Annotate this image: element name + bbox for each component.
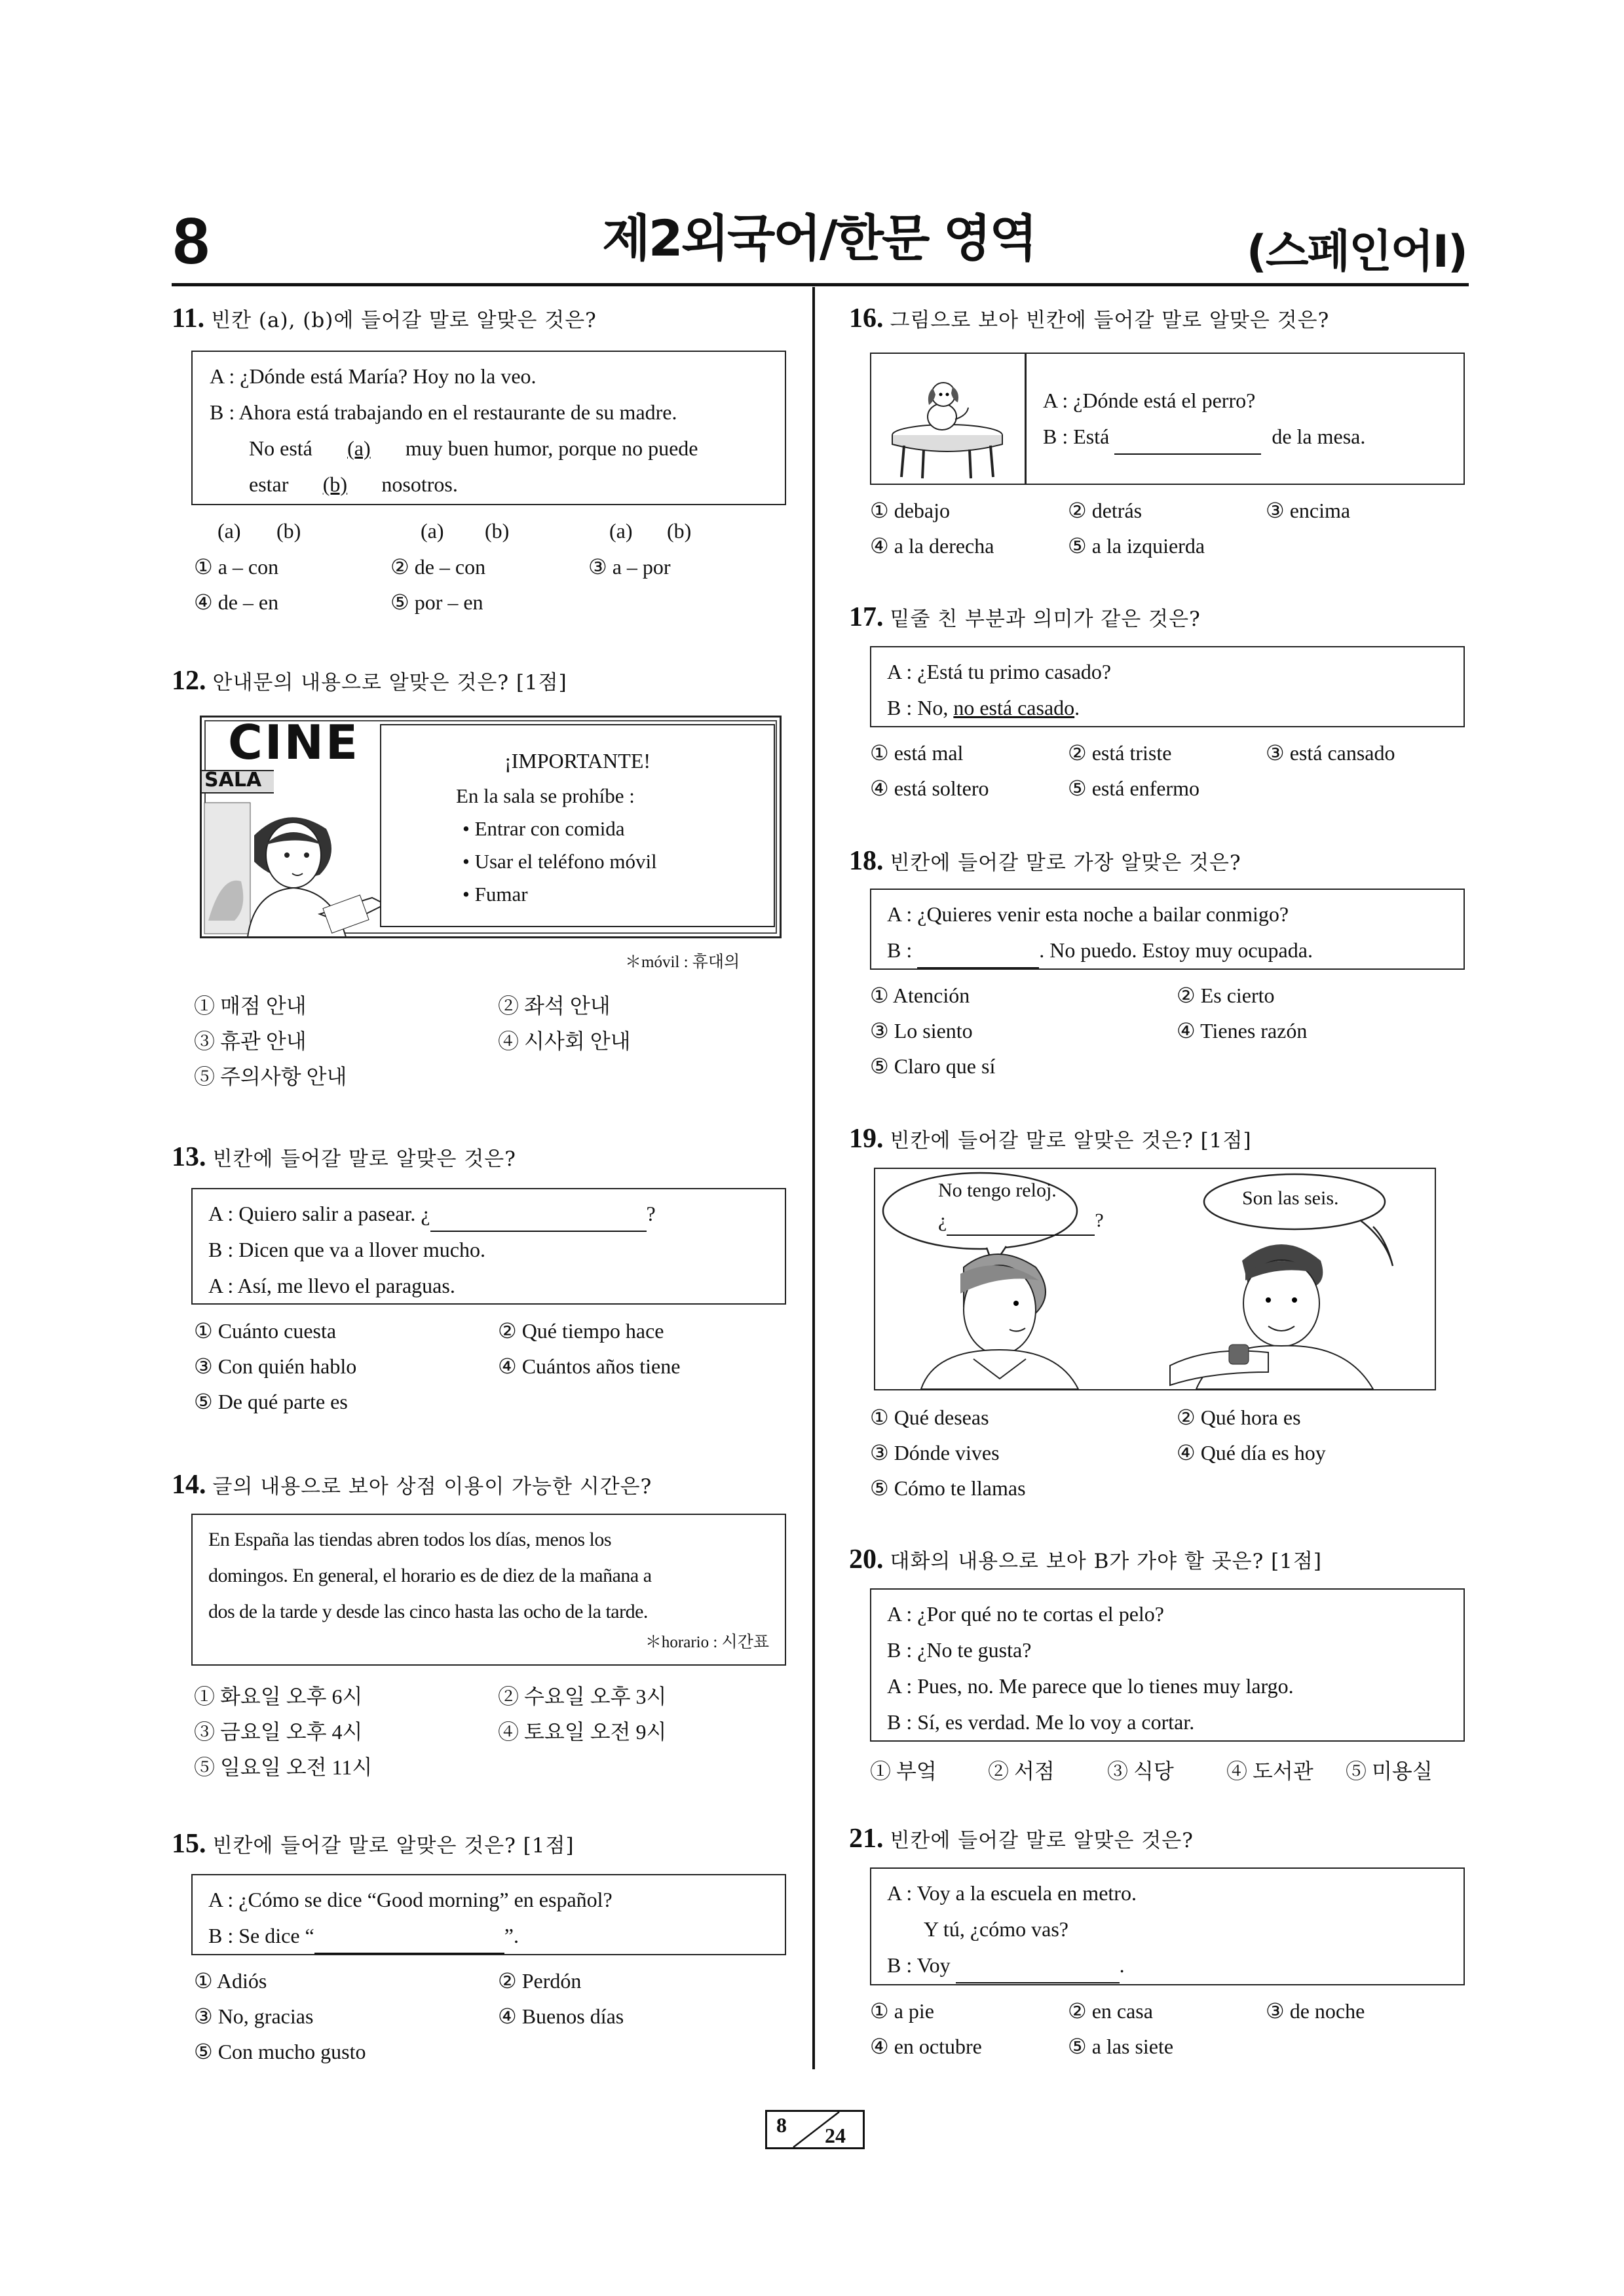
q14-passage-line: En España las tiendas abren todos los días, menos los xyxy=(208,1529,612,1550)
q19-choice-1[interactable]: ① Qué deseas xyxy=(870,1406,989,1429)
q20-dialogue-box xyxy=(870,1588,1465,1742)
q15-choice-4[interactable]: ④ Buenos días xyxy=(498,2004,624,2028)
q19-stem: 19. 빈칸에 들어갈 말로 알맞은 것은? [1점] xyxy=(849,1124,1252,1154)
q17-underlined: no está casado xyxy=(953,696,1075,719)
q12-footnote: ＊móvil : 휴대의 xyxy=(625,953,740,971)
q13-line-2: B : Dicen que va a llover mucho. xyxy=(208,1238,485,1261)
q12-illustration xyxy=(200,716,782,938)
q17-choice-1[interactable]: ① está mal xyxy=(870,741,964,765)
q17-stem: 17. 밑줄 친 부분과 의미가 같은 것은? xyxy=(849,602,1201,632)
total-pages: 24 xyxy=(825,2124,846,2147)
q13-choice-5[interactable]: ⑤ De qué parte es xyxy=(194,1390,348,1413)
q17-choice-4[interactable]: ④ está soltero xyxy=(870,776,989,800)
speech-bubble-2: Son las seis. xyxy=(1242,1187,1339,1209)
q21-choice-4[interactable]: ④ en octubre xyxy=(870,2035,982,2058)
q11-col-a: (a) xyxy=(421,519,444,543)
speech-bubble-1-line-2: ¿ ? xyxy=(938,1206,1104,1236)
exam-title: 제2외국어/한문 영역 xyxy=(602,209,1036,267)
q14-stem: 14. 글의 내용으로 보아 상점 이용이 가능한 시간은? xyxy=(172,1470,652,1500)
q21-stem: 21. 빈칸에 들어갈 말로 알맞은 것은? xyxy=(849,1824,1194,1854)
q18-line-1: A : ¿Quieres venir esta noche a bailar conmigo? xyxy=(887,902,1289,926)
q12-stem: 12. 안내문의 내용으로 알맞은 것은? [1점] xyxy=(172,666,567,696)
page-indicator xyxy=(765,2110,865,2149)
q11-choice-4[interactable]: ④ de – en xyxy=(194,590,279,614)
q15-line-2: B : Se dice “ ”. xyxy=(208,1918,769,1954)
notice-board xyxy=(380,724,775,927)
q13-choice-1[interactable]: ① Cuánto cuesta xyxy=(194,1319,337,1343)
q17-choice-5[interactable]: ⑤ está enfermo xyxy=(1068,776,1200,800)
q11-line-2: B : Ahora está trabajando en el restaurante de su madre. xyxy=(210,400,677,424)
notice-item: • Entrar con comida xyxy=(463,817,625,840)
q21-line-2: Y tú, ¿cómo vas? xyxy=(924,1917,1068,1941)
header-rule xyxy=(172,283,1469,286)
q13-line-1: A : Quiero salir a pasear. ¿ ? xyxy=(208,1196,769,1232)
q16-choice-4[interactable]: ④ a la derecha xyxy=(870,534,994,558)
q12-choice-3[interactable]: ③ 휴관 안내 xyxy=(194,1029,307,1053)
current-page: 8 xyxy=(776,2113,787,2137)
q16-choice-2[interactable]: ② detrás xyxy=(1068,499,1142,522)
q19-choice-2[interactable]: ② Qué hora es xyxy=(1177,1406,1301,1429)
q17-line-2: B : No, no está casado. xyxy=(887,696,1080,719)
q11-choice-2[interactable]: ② de – con xyxy=(390,555,486,579)
q19-choice-4[interactable]: ④ Qué día es hoy xyxy=(1177,1441,1326,1464)
q13-dialogue-box xyxy=(191,1188,786,1305)
q21-choice-3[interactable]: ③ de noche xyxy=(1266,1999,1365,2023)
notice-item: • Usar el teléfono móvil xyxy=(463,850,657,873)
q14-footnote: ＊horario : 시간표 xyxy=(645,1634,769,1651)
q13-choice-3[interactable]: ③ Con quién hablo xyxy=(194,1354,357,1378)
q11-line-1: A : ¿Dónde está María? Hoy no la veo. xyxy=(210,364,537,388)
subject-label: (스페인어Ⅰ) xyxy=(1246,226,1467,278)
q18-stem: 18. 빈칸에 들어갈 말로 가장 알맞은 것은? xyxy=(849,846,1241,876)
woman-pointing-illustration xyxy=(202,790,398,937)
q11-choice-3[interactable]: ③ a – por xyxy=(588,555,671,579)
q21-line-3: B : Voy . xyxy=(887,1947,1448,1983)
q19-illustration xyxy=(874,1168,1436,1390)
q13-choice-4[interactable]: ④ Cuántos años tiene xyxy=(498,1354,681,1378)
q14-choice-5[interactable]: ⑤ 일요일 오전 11시 xyxy=(194,1755,373,1779)
q13-choice-2[interactable]: ② Qué tiempo hace xyxy=(498,1319,664,1343)
q18-choice-5[interactable]: ⑤ Claro que sí xyxy=(870,1054,996,1078)
q16-choice-1[interactable]: ① debajo xyxy=(870,499,950,522)
q21-choice-2[interactable]: ② en casa xyxy=(1068,1999,1153,2023)
q17-dialogue-box xyxy=(870,646,1465,727)
q11-choice-1[interactable]: ① a – con xyxy=(194,555,279,579)
q14-choice-3[interactable]: ③ 금요일 오후 4시 xyxy=(194,1720,363,1744)
q21-choice-1[interactable]: ① a pie xyxy=(870,1999,934,2023)
q18-line-2: B : . No puedo. Estoy muy ocupada. xyxy=(887,932,1448,968)
q12-choice-5[interactable]: ⑤ 주의사항 안내 xyxy=(194,1065,347,1088)
q16-stem: 16. 그림으로 보아 빈칸에 들어갈 말로 알맞은 것은? xyxy=(849,303,1330,334)
q20-line: A : ¿Por qué no te cortas el pelo? xyxy=(887,1602,1164,1626)
q11-stem xyxy=(172,303,597,334)
speech-bubble-1-line-1: No tengo reloj. xyxy=(938,1179,1057,1201)
q21-dialogue-box xyxy=(870,1867,1465,1985)
q15-dialogue-box xyxy=(191,1874,786,1955)
q17-choice-3[interactable]: ③ está cansado xyxy=(1266,741,1395,765)
q19-choice-3[interactable]: ③ Dónde vives xyxy=(870,1441,1000,1464)
q12-choice-4[interactable]: ④ 시사회 안내 xyxy=(498,1029,631,1053)
q18-choice-1[interactable]: ① Atención xyxy=(870,984,970,1007)
notice-item: • Fumar xyxy=(463,883,528,906)
q14-choice-1[interactable]: ① 화요일 오후 6시 xyxy=(194,1685,363,1708)
q11-col-b: (b) xyxy=(667,519,692,543)
q11-col-b: (b) xyxy=(276,519,301,543)
q20-line: B : Sí, es verdad. Me lo voy a cortar. xyxy=(887,1710,1195,1734)
q15-choice-5[interactable]: ⑤ Con mucho gusto xyxy=(194,2040,366,2063)
q21-choice-5[interactable]: ⑤ a las siete xyxy=(1068,2035,1174,2058)
q13-line-3: A : Así, me llevo el paraguas. xyxy=(208,1274,455,1297)
q16-box xyxy=(870,353,1465,485)
q15-choice-3[interactable]: ③ No, gracias xyxy=(194,2004,314,2028)
q18-choice-2[interactable]: ② Es cierto xyxy=(1177,984,1275,1007)
q20-choice-4[interactable]: ④ 도서관 xyxy=(1226,1759,1313,1783)
column-divider xyxy=(812,287,815,2069)
q16-line-1: A : ¿Dónde está el perro? xyxy=(1043,389,1256,412)
q20-choice-5[interactable]: ⑤ 미용실 xyxy=(1346,1759,1433,1783)
q20-line: B : ¿No te gusta? xyxy=(887,1638,1032,1662)
q21-line-1: A : Voy a la escuela en metro. xyxy=(887,1881,1137,1905)
sala-sign: SALA xyxy=(204,769,262,792)
q20-choice-1[interactable]: ① 부엌 xyxy=(870,1759,937,1783)
q12-choice-2[interactable]: ② 좌석 안내 xyxy=(498,994,611,1018)
q20-stem: 20. 대화의 내용으로 보아 B가 가야 할 곳은? [1점] xyxy=(849,1544,1322,1575)
q15-line-1: A : ¿Cómo se dice “Good morning” en español? xyxy=(208,1888,613,1911)
q11-col-b: (b) xyxy=(485,519,510,543)
q20-choice-2[interactable]: ② 서점 xyxy=(988,1759,1055,1783)
q16-choice-5[interactable]: ⑤ a la izquierda xyxy=(1068,534,1205,558)
cine-sign: CINE xyxy=(228,715,360,770)
q12-choice-1[interactable]: ① 매점 안내 xyxy=(194,994,307,1018)
q11-text: 빈칸 (a), (b)에 들어갈 말로 알맞은 것은? xyxy=(211,309,597,332)
q17-line-1: A : ¿Está tu primo casado? xyxy=(887,660,1112,683)
q16-choice-3[interactable]: ③ encima xyxy=(1266,499,1351,522)
q11-choice-5[interactable]: ⑤ por – en xyxy=(390,590,483,614)
q17-choice-2[interactable]: ② está triste xyxy=(1068,741,1172,765)
q11-col-a: (a) xyxy=(609,519,633,543)
q15-stem: 15. 빈칸에 들어갈 말로 알맞은 것은? [1점] xyxy=(172,1829,575,1859)
q14-choice-2[interactable]: ② 수요일 오후 3시 xyxy=(498,1685,667,1708)
q19-choice-5[interactable]: ⑤ Cómo te llamas xyxy=(870,1476,1026,1500)
q14-passage-line: domingos. En general, el horario es de diez de la mañana a xyxy=(208,1565,652,1586)
q11-dialogue-box xyxy=(191,351,786,505)
q14-passage-line: dos de la tarde y desde las cinco hasta las ocho de la tarde. xyxy=(208,1601,648,1622)
q18-choice-3[interactable]: ③ Lo siento xyxy=(870,1019,973,1043)
q16-line-2: B : Está de la mesa. xyxy=(1043,419,1365,455)
q18-dialogue-box xyxy=(870,889,1465,970)
q20-choice-3[interactable]: ③ 식당 xyxy=(1107,1759,1174,1783)
q11-number: 11. xyxy=(172,303,205,334)
q11-col-a: (a) xyxy=(217,519,241,543)
q14-choice-4[interactable]: ④ 토요일 오전 9시 xyxy=(498,1720,667,1744)
q14-passage-box xyxy=(191,1514,786,1666)
dog-on-table-illustration xyxy=(871,354,1026,484)
q15-choice-2[interactable]: ② Perdón xyxy=(498,1969,582,1993)
notice-intro: En la sala se prohíbe : xyxy=(456,784,635,807)
q18-choice-4[interactable]: ④ Tienes razón xyxy=(1177,1019,1308,1043)
q20-line: A : Pues, no. Me parece que lo tienes muy largo. xyxy=(887,1674,1294,1698)
q11-line-3: No está (a) muy buen humor, porque no puede xyxy=(249,436,698,460)
q15-choice-1[interactable]: ① Adiós xyxy=(194,1969,267,1993)
notice-title: ¡IMPORTANTE! xyxy=(504,749,651,773)
page-number: 8 xyxy=(173,204,210,278)
q13-stem: 13. 빈칸에 들어갈 말로 알맞은 것은? xyxy=(172,1142,516,1172)
q11-line-4: estar (b) nosotros. xyxy=(249,472,458,496)
